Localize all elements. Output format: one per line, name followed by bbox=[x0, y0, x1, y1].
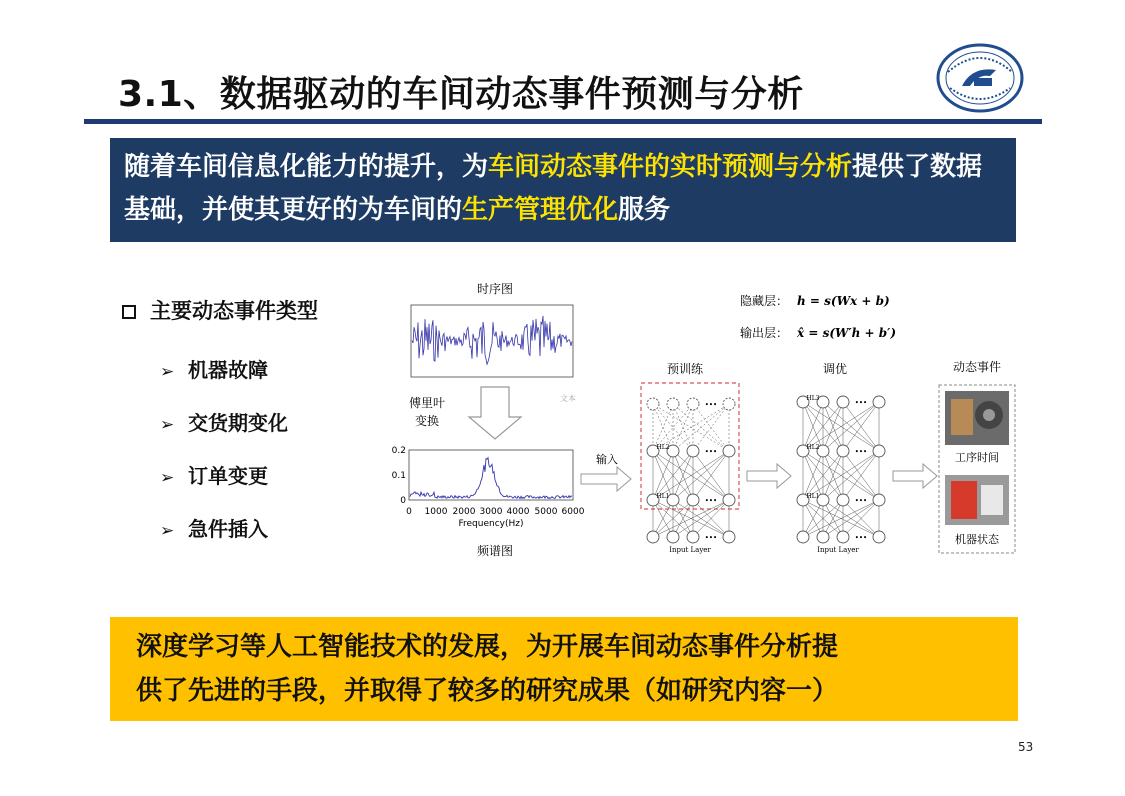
network-node bbox=[873, 396, 885, 408]
network-node bbox=[837, 531, 849, 543]
arrow-icon bbox=[747, 464, 791, 488]
hidden-layer-tag: HL2 bbox=[656, 444, 670, 451]
arrow-bullet-icon: ➢ bbox=[160, 521, 175, 541]
spectrum-x-tick: 5000 bbox=[534, 507, 558, 517]
spectrum-x-tick: 2000 bbox=[452, 507, 476, 517]
network-node bbox=[873, 445, 885, 457]
list-heading-text: 主要动态事件类型 bbox=[150, 299, 318, 323]
conclusion-banner bbox=[110, 617, 1018, 721]
network-node bbox=[873, 531, 885, 543]
network-node bbox=[723, 398, 735, 410]
pretrain-network bbox=[647, 398, 735, 543]
finetune-network bbox=[797, 395, 885, 543]
network-node bbox=[687, 445, 699, 457]
network-node bbox=[837, 396, 849, 408]
hidden-layer-tag: HL2 bbox=[806, 444, 820, 451]
conclusion-line-2: 供了先进的手段，并取得了较多的研究成果（如研究内容一） bbox=[136, 676, 839, 706]
finetune-title: 调优 bbox=[822, 362, 848, 376]
network-node bbox=[817, 531, 829, 543]
process-time-label: 工序时间 bbox=[955, 451, 999, 464]
list-item-text: 交货期变化 bbox=[188, 411, 288, 435]
intro-highlight-2: 生产管理优化 bbox=[462, 195, 619, 225]
input-layer-label: Input Layer bbox=[669, 546, 711, 554]
pretrain-title: 预训练 bbox=[666, 362, 704, 376]
page-number: 53 bbox=[1018, 740, 1034, 754]
network-edge bbox=[673, 404, 729, 451]
intro-highlight-1: 车间动态事件的实时预测与分析 bbox=[488, 152, 853, 182]
network-node bbox=[667, 398, 679, 410]
network-dots: ••• bbox=[854, 534, 868, 542]
down-arrow-icon bbox=[469, 387, 521, 439]
spectrum-title: 频谱图 bbox=[476, 544, 514, 558]
list-item bbox=[160, 407, 288, 436]
hidden-layer-tag: HL1 bbox=[806, 493, 820, 500]
spectrum-y-tick: 0 bbox=[400, 496, 406, 506]
network-dots: ••• bbox=[854, 399, 868, 407]
network-dots: ••• bbox=[704, 497, 718, 505]
intro-text-2: 提供了数据基础，并使其更好的为车间的 bbox=[124, 152, 983, 225]
fourier-label-1: 傅里叶 bbox=[408, 396, 446, 410]
network-dots: ••• bbox=[704, 448, 718, 456]
network-node bbox=[873, 494, 885, 506]
network-node bbox=[667, 531, 679, 543]
hidden-layer-label: 隐藏层： bbox=[740, 294, 789, 308]
network-node bbox=[723, 531, 735, 543]
network-node bbox=[797, 531, 809, 543]
list-item bbox=[160, 460, 268, 489]
spectrum-x-tick: 3000 bbox=[479, 507, 503, 517]
title-underline bbox=[84, 119, 1042, 124]
input-layer-label: Input Layer bbox=[817, 546, 859, 554]
network-node bbox=[837, 494, 849, 506]
watermark-text: 文本 bbox=[560, 394, 576, 403]
method-diagram bbox=[385, 275, 1025, 575]
events-title: 动态事件 bbox=[952, 360, 1002, 374]
intro-text-3: 服务 bbox=[618, 195, 671, 225]
input-arrow-icon bbox=[581, 467, 631, 491]
spectrum-x-label: Frequency(Hz) bbox=[458, 519, 524, 529]
network-dots: ••• bbox=[854, 497, 868, 505]
input-label: 输入 bbox=[596, 453, 618, 466]
spectrum-x-tick: 6000 bbox=[561, 507, 585, 517]
slide-title: 3.1、数据驱动的车间动态事件预测与分析 bbox=[118, 74, 804, 115]
arrow-icon bbox=[893, 464, 937, 488]
spectrum-y-tick: 0.1 bbox=[391, 471, 406, 481]
conclusion-line-1: 深度学习等人工智能技术的发展，为开展车间动态事件分析提 bbox=[136, 632, 839, 662]
network-dots: ••• bbox=[704, 401, 718, 409]
network-node bbox=[723, 494, 735, 506]
spectrum-y-tick: 0.2 bbox=[391, 446, 406, 456]
network-node bbox=[687, 531, 699, 543]
network-node bbox=[687, 494, 699, 506]
arrow-bullet-icon: ➢ bbox=[160, 468, 175, 488]
output-layer-label: 输出层： bbox=[740, 326, 789, 340]
network-node bbox=[723, 445, 735, 457]
hidden-layer-tag: HL3 bbox=[806, 395, 820, 402]
university-logo bbox=[934, 42, 1026, 114]
fourier-label-2: 变换 bbox=[414, 414, 440, 428]
network-dots: ••• bbox=[854, 448, 868, 456]
intro-banner bbox=[110, 138, 1016, 242]
hidden-formula: h = s(Wx + b) bbox=[797, 294, 890, 308]
output-formula: x̂ = s(W′h + b′) bbox=[797, 326, 897, 340]
spectrum-x-tick: 4000 bbox=[506, 507, 530, 517]
spectrum-x-tick: 1000 bbox=[424, 507, 448, 517]
network-node bbox=[687, 398, 699, 410]
time-series-title: 时序图 bbox=[476, 282, 514, 296]
arrow-bullet-icon: ➢ bbox=[160, 362, 175, 382]
list-item-text: 机器故障 bbox=[188, 358, 268, 382]
list-item-text: 急件插入 bbox=[188, 517, 268, 541]
hidden-layer-tag: HL1 bbox=[656, 493, 670, 500]
intro-text-1: 随着车间信息化能力的提升，为 bbox=[124, 152, 489, 182]
spectrum-x-tick: 0 bbox=[406, 507, 412, 517]
arrow-bullet-icon: ➢ bbox=[160, 415, 175, 435]
network-dots: ••• bbox=[704, 534, 718, 542]
machine-state-label: 机器状态 bbox=[955, 533, 999, 546]
network-node bbox=[647, 398, 659, 410]
network-edge bbox=[673, 404, 693, 451]
network-node bbox=[837, 445, 849, 457]
network-node bbox=[647, 531, 659, 543]
list-item bbox=[160, 513, 268, 542]
square-bullet-icon bbox=[122, 305, 136, 319]
list-item-text: 订单变更 bbox=[188, 464, 268, 488]
list-item bbox=[160, 354, 268, 383]
list-heading bbox=[122, 295, 318, 325]
